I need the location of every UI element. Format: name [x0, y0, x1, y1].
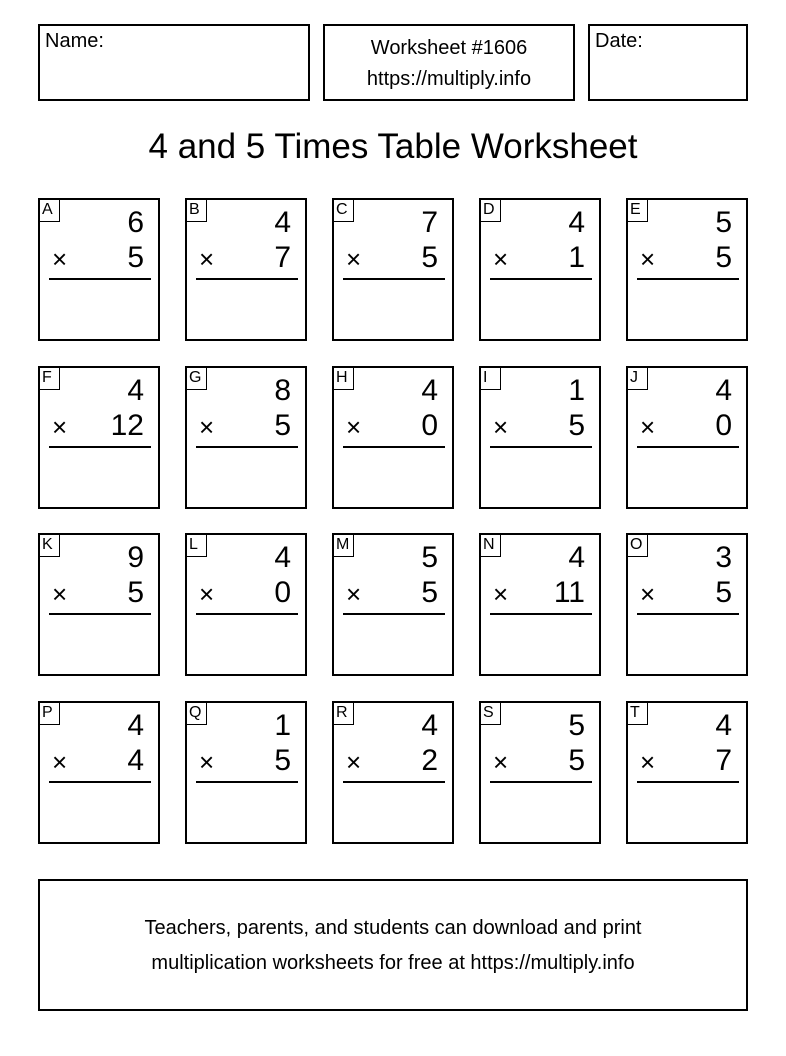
- problem-card: [332, 533, 454, 676]
- multiplier: 5: [568, 744, 585, 777]
- answer-line: [49, 613, 151, 615]
- multiplicand: 4: [568, 206, 585, 239]
- multiplier: 4: [127, 744, 144, 777]
- problem-card: [185, 366, 307, 509]
- multiplicand: 4: [127, 709, 144, 742]
- problem-card: [38, 366, 160, 509]
- times-sign: ×: [346, 412, 362, 442]
- answer-line: [490, 278, 592, 280]
- times-sign: ×: [493, 244, 509, 274]
- answer-line: [343, 446, 445, 448]
- problem-card: [185, 701, 307, 844]
- times-sign: ×: [346, 747, 362, 777]
- problem-card: [185, 533, 307, 676]
- multiplicand: 4: [127, 374, 144, 407]
- answer-line: [637, 278, 739, 280]
- times-sign: ×: [346, 579, 362, 609]
- problem-card: [626, 533, 748, 676]
- problem-card: [185, 198, 307, 341]
- page-title: 4 and 5 Times Table Worksheet: [148, 127, 638, 166]
- problem-card: [332, 198, 454, 341]
- problem-card: [626, 701, 748, 844]
- multiplicand: 4: [421, 374, 438, 407]
- multiplicand: 4: [421, 709, 438, 742]
- website-url: https://multiply.info: [366, 68, 532, 90]
- multiplicand: 5: [715, 206, 732, 239]
- problem-letter: B: [186, 199, 207, 222]
- multiplicand: 1: [274, 709, 291, 742]
- multiplier: 5: [715, 241, 732, 274]
- answer-line: [637, 446, 739, 448]
- multiplicand: 1: [568, 374, 585, 407]
- times-sign: ×: [640, 579, 656, 609]
- times-sign: ×: [199, 747, 215, 777]
- problem-card: [479, 533, 601, 676]
- problem-card: [332, 701, 454, 844]
- problem-letter: S: [480, 702, 501, 725]
- problem-letter: K: [39, 534, 60, 557]
- multiplier: 5: [421, 576, 438, 609]
- answer-line: [49, 446, 151, 448]
- times-sign: ×: [52, 412, 68, 442]
- answer-line: [343, 278, 445, 280]
- multiplicand: 4: [274, 206, 291, 239]
- multiplicand: 4: [274, 541, 291, 574]
- worksheet-info-box: [323, 24, 575, 101]
- date-label: Date:: [595, 30, 643, 52]
- problem-letter: L: [186, 534, 207, 557]
- problems-grid: [38, 198, 749, 843]
- footer-text-line-2: multiplication worksheets for free at https://multiply.info: [151, 952, 635, 974]
- multiplicand: 7: [421, 206, 438, 239]
- problem-card: [479, 366, 601, 509]
- times-sign: ×: [199, 244, 215, 274]
- problem-letter: O: [627, 534, 648, 557]
- problem-letter: E: [627, 199, 648, 222]
- times-sign: ×: [640, 244, 656, 274]
- answer-line: [196, 613, 298, 615]
- times-sign: ×: [640, 747, 656, 777]
- problem-letter: I: [480, 367, 501, 390]
- multiplicand: 5: [568, 709, 585, 742]
- problem-letter: H: [333, 367, 354, 390]
- footer-box: [38, 879, 748, 1011]
- multiplicand: 5: [421, 541, 438, 574]
- times-sign: ×: [52, 244, 68, 274]
- problem-letter: P: [39, 702, 60, 725]
- answer-line: [49, 781, 151, 783]
- answer-line: [196, 781, 298, 783]
- times-sign: ×: [346, 244, 362, 274]
- multiplicand: 4: [568, 541, 585, 574]
- problem-card: [479, 198, 601, 341]
- multiplier: 0: [421, 409, 438, 442]
- times-sign: ×: [493, 579, 509, 609]
- multiplier: 5: [127, 576, 144, 609]
- answer-line: [343, 781, 445, 783]
- problem-letter: A: [39, 199, 60, 222]
- multiplier: 0: [274, 576, 291, 609]
- problem-letter: Q: [186, 702, 207, 725]
- times-sign: ×: [199, 412, 215, 442]
- multiplicand: 3: [715, 541, 732, 574]
- problem-letter: C: [333, 199, 354, 222]
- multiplier: 12: [110, 409, 144, 442]
- problem-card: [626, 366, 748, 509]
- problem-card: [38, 701, 160, 844]
- problem-card: [38, 198, 160, 341]
- footer-text-line-1: Teachers, parents, and students can download and print: [144, 917, 642, 939]
- date-field[interactable]: [588, 24, 748, 101]
- multiplier: 1: [568, 241, 585, 274]
- multiplier: 5: [568, 409, 585, 442]
- answer-line: [49, 278, 151, 280]
- times-sign: ×: [52, 579, 68, 609]
- multiplicand: 9: [127, 541, 144, 574]
- answer-line: [196, 278, 298, 280]
- problem-letter: M: [333, 534, 354, 557]
- multiplier: 2: [421, 744, 438, 777]
- problem-card: [479, 701, 601, 844]
- multiplicand: 8: [274, 374, 291, 407]
- problem-letter: R: [333, 702, 354, 725]
- answer-line: [490, 446, 592, 448]
- times-sign: ×: [199, 579, 215, 609]
- multiplier: 5: [715, 576, 732, 609]
- multiplier: 5: [274, 409, 291, 442]
- problem-letter: J: [627, 367, 648, 390]
- answer-line: [343, 613, 445, 615]
- times-sign: ×: [493, 412, 509, 442]
- answer-line: [490, 781, 592, 783]
- multiplicand: 6: [127, 206, 144, 239]
- answer-line: [637, 781, 739, 783]
- name-field[interactable]: [38, 24, 310, 101]
- times-sign: ×: [52, 747, 68, 777]
- problem-letter: D: [480, 199, 501, 222]
- multiplier: 7: [274, 241, 291, 274]
- problem-letter: N: [480, 534, 501, 557]
- problem-letter: G: [186, 367, 207, 390]
- multiplier: 0: [715, 409, 732, 442]
- problem-card: [332, 366, 454, 509]
- multiplicand: 4: [715, 374, 732, 407]
- problem-letter: F: [39, 367, 60, 390]
- multiplicand: 4: [715, 709, 732, 742]
- problem-card: [626, 198, 748, 341]
- answer-line: [637, 613, 739, 615]
- multiplier: 5: [274, 744, 291, 777]
- worksheet-number: Worksheet #1606: [370, 37, 528, 59]
- multiplier: 7: [715, 744, 732, 777]
- answer-line: [196, 446, 298, 448]
- multiplier: 5: [127, 241, 144, 274]
- multiplier: 5: [421, 241, 438, 274]
- name-label: Name:: [45, 30, 104, 52]
- multiplier: 11: [553, 576, 585, 609]
- times-sign: ×: [493, 747, 509, 777]
- problem-letter: T: [627, 702, 648, 725]
- problem-card: [38, 533, 160, 676]
- times-sign: ×: [640, 412, 656, 442]
- answer-line: [490, 613, 592, 615]
